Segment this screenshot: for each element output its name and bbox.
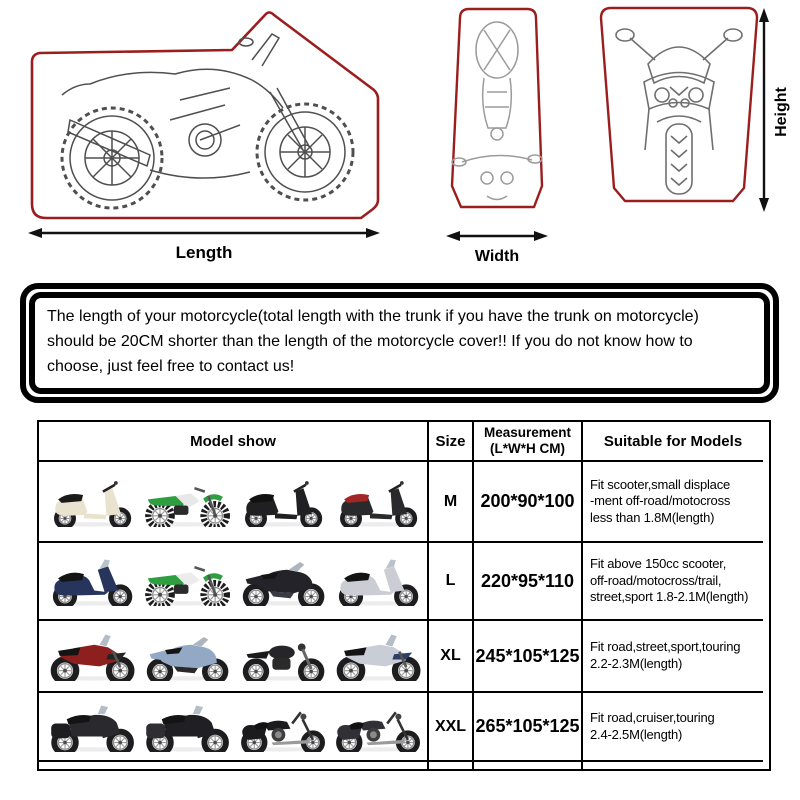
length-arrow	[28, 228, 380, 238]
cutoff-cell	[474, 762, 583, 769]
suitable-line: less than 1.8M(length)	[590, 509, 715, 525]
table-header-row	[39, 422, 769, 462]
cutoff-cell	[583, 762, 763, 769]
adv-motorcycle-icon	[330, 631, 422, 681]
cutoff-cell	[429, 762, 474, 769]
maxi-motorcycle-icon	[44, 556, 136, 606]
size-cell: M	[429, 462, 474, 543]
height-label: Height	[773, 87, 790, 137]
tour-motorcycle-icon	[44, 702, 136, 752]
size-cell: L	[429, 543, 474, 621]
motorcycle-top-lineart	[452, 22, 542, 200]
scooter-motorcycle-icon	[235, 477, 327, 527]
size-cell: XXL	[429, 693, 474, 762]
suitable-line: street,sport 1.8-2.1M(length)	[590, 589, 749, 605]
dirt-motorcycle-icon	[139, 477, 231, 527]
header-suitable: Suitable for Models	[583, 422, 763, 462]
cruiser-motorcycle-icon	[235, 702, 327, 752]
suitable-cell	[583, 693, 763, 762]
table-row-xl	[39, 621, 769, 693]
notice-line: The length of your motorcycle(total length with the trunk if you have the trunk on motorcycle)	[47, 308, 699, 325]
suitable-cell	[583, 462, 763, 543]
suitable-line: Fit above 150cc scooter,	[590, 556, 727, 572]
header-measurement	[474, 422, 583, 462]
header-size: Size	[429, 422, 474, 462]
suitable-cell	[583, 621, 763, 693]
scooter-motorcycle-icon	[44, 477, 136, 527]
cover-side-outline	[32, 13, 378, 219]
header-measurement-line2: (L*W*H CM)	[490, 441, 565, 456]
measurement-cell: 200*90*100	[474, 462, 583, 543]
suitable-cell	[583, 543, 763, 621]
height-arrow	[759, 8, 769, 212]
measurement-cell: 265*105*125	[474, 693, 583, 762]
suitable-line: 2.2-2.3M(length)	[590, 656, 683, 671]
header-model-show: Model show	[39, 422, 429, 462]
notice-box-inner	[29, 292, 770, 394]
width-arrow	[446, 231, 548, 241]
measurement-cell: 245*105*125	[474, 621, 583, 693]
model-show-cell	[39, 543, 429, 621]
notice-line: choose, just feel free to contact us!	[47, 357, 295, 375]
suitable-line: Fit scooter,small displace	[590, 476, 731, 492]
cover-top-outline	[452, 9, 542, 207]
suitable-line: 2.4-2.5M(length)	[590, 726, 683, 742]
suitable-line: -ment off-road/motocross	[590, 493, 731, 509]
suitable-line: off-road/motocross/trail,	[590, 572, 722, 588]
table-row-xxl	[39, 693, 769, 762]
motorcycle-side-lineart	[62, 34, 353, 208]
header-measurement-line1: Measurement	[483, 425, 572, 441]
adv-motorcycle-icon	[44, 631, 136, 681]
notice-line: should be 20CM shorter than the length of the motorcycle cover!! If you do not know how to	[47, 332, 693, 350]
model-show-cell	[39, 621, 429, 693]
model-show-cell	[39, 462, 429, 543]
motorcycle-front-lineart	[616, 29, 742, 194]
suitable-line: Fit road,street,sport,touring	[590, 639, 741, 655]
sport-motorcycle-icon	[139, 631, 231, 681]
dirt-motorcycle-icon	[139, 556, 231, 606]
maxi-motorcycle-icon	[330, 556, 422, 606]
width-label: Width	[474, 248, 520, 265]
table-row-l	[39, 543, 769, 621]
length-label: Length	[175, 243, 233, 262]
sport-motorcycle-icon	[235, 556, 327, 606]
suitable-line: Fit road,cruiser,touring	[590, 709, 715, 725]
tour-motorcycle-icon	[139, 702, 231, 752]
table-row-m	[39, 462, 769, 543]
table-cutoff-row	[39, 762, 769, 769]
size-chart-table	[37, 420, 771, 771]
measurement-diagrams	[0, 0, 800, 272]
notice-box	[20, 283, 779, 403]
cutoff-cell	[39, 762, 429, 769]
model-show-cell	[39, 693, 429, 762]
size-cell: XL	[429, 621, 474, 693]
cruiser-motorcycle-icon	[330, 702, 422, 752]
scooter-motorcycle-icon	[330, 477, 422, 527]
naked-motorcycle-icon	[235, 631, 327, 681]
measurement-cell: 220*95*110	[474, 543, 583, 621]
